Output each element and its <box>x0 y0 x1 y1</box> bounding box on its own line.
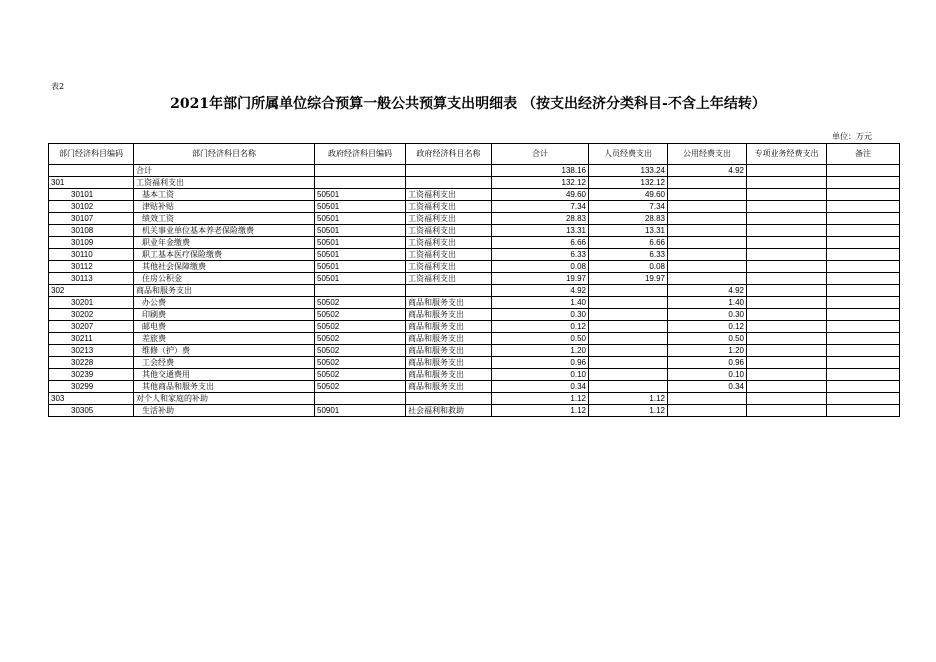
cell-personnel: 13.31 <box>589 225 668 237</box>
cell-remark <box>827 249 900 261</box>
cell-personnel: 133.24 <box>589 165 668 177</box>
cell-dept-name: 其他商品和服务支出 <box>134 381 315 393</box>
cell-remark <box>827 201 900 213</box>
cell-public: 0.30 <box>668 309 747 321</box>
cell-gov-name: 工资福利支出 <box>406 189 492 201</box>
cell-dept-name: 办公费 <box>134 297 315 309</box>
table-row <box>49 201 900 213</box>
cell-personnel: 19.97 <box>589 273 668 285</box>
cell-dept-code: 30202 <box>49 309 134 321</box>
cell-dept-code: 303 <box>49 393 134 405</box>
cell-dept-code: 30213 <box>49 345 134 357</box>
cell-total: 19.97 <box>492 273 589 285</box>
cell-special <box>747 249 827 261</box>
cell-remark <box>827 237 900 249</box>
cell-special <box>747 201 827 213</box>
cell-personnel: 7.34 <box>589 201 668 213</box>
table-row <box>49 237 900 249</box>
cell-gov-code <box>315 165 406 177</box>
cell-gov-name <box>406 177 492 189</box>
table-row <box>49 249 900 261</box>
cell-total: 49.60 <box>492 189 589 201</box>
cell-gov-name <box>406 393 492 405</box>
cell-dept-name: 维修（护）费 <box>134 345 315 357</box>
header-dept-code: 部门经济科目编码 <box>49 144 134 165</box>
cell-public <box>668 213 747 225</box>
cell-gov-code: 50502 <box>315 333 406 345</box>
cell-dept-name: 绩效工资 <box>134 213 315 225</box>
cell-dept-name: 住房公积金 <box>134 273 315 285</box>
cell-personnel <box>589 357 668 369</box>
cell-gov-name: 商品和服务支出 <box>406 369 492 381</box>
cell-personnel: 28.83 <box>589 213 668 225</box>
cell-dept-code: 30101 <box>49 189 134 201</box>
table-row <box>49 285 900 297</box>
cell-personnel <box>589 309 668 321</box>
cell-gov-code <box>315 177 406 189</box>
cell-remark <box>827 381 900 393</box>
cell-special <box>747 261 827 273</box>
table-row <box>49 381 900 393</box>
sheet-label: 表2 <box>51 82 65 91</box>
cell-special <box>747 273 827 285</box>
table-row <box>49 297 900 309</box>
cell-gov-name: 商品和服务支出 <box>406 345 492 357</box>
cell-special <box>747 285 827 297</box>
cell-personnel: 1.12 <box>589 405 668 417</box>
cell-gov-name: 工资福利支出 <box>406 237 492 249</box>
cell-dept-code: 30201 <box>49 297 134 309</box>
cell-public <box>668 201 747 213</box>
cell-remark <box>827 357 900 369</box>
cell-dept-name: 机关事业单位基本养老保险缴费 <box>134 225 315 237</box>
cell-total: 0.50 <box>492 333 589 345</box>
cell-gov-name <box>406 285 492 297</box>
cell-public: 0.50 <box>668 333 747 345</box>
cell-public <box>668 177 747 189</box>
cell-dept-code: 30228 <box>49 357 134 369</box>
cell-dept-name: 合计 <box>134 165 315 177</box>
table-row <box>49 273 900 285</box>
cell-total: 0.34 <box>492 381 589 393</box>
cell-dept-name: 商品和服务支出 <box>134 285 315 297</box>
cell-public: 4.92 <box>668 165 747 177</box>
cell-gov-code: 50502 <box>315 369 406 381</box>
cell-gov-name: 社会福利和救助 <box>406 405 492 417</box>
table-row <box>49 177 900 189</box>
cell-gov-name: 商品和服务支出 <box>406 357 492 369</box>
cell-public: 1.40 <box>668 297 747 309</box>
cell-public <box>668 393 747 405</box>
page-title: 2021年部门所属单位综合预算一般公共预算支出明细表 （按支出经济分类科目-不含上年结转） <box>170 96 766 112</box>
cell-special <box>747 333 827 345</box>
cell-gov-code: 50502 <box>315 321 406 333</box>
cell-public <box>668 273 747 285</box>
cell-public: 0.34 <box>668 381 747 393</box>
cell-total: 7.34 <box>492 201 589 213</box>
cell-remark <box>827 369 900 381</box>
header-dept-name: 部门经济科目名称 <box>134 144 315 165</box>
header-public: 公用经费支出 <box>668 144 747 165</box>
cell-gov-code: 50502 <box>315 309 406 321</box>
cell-dept-code: 302 <box>49 285 134 297</box>
cell-remark <box>827 285 900 297</box>
cell-personnel <box>589 285 668 297</box>
cell-dept-code: 30112 <box>49 261 134 273</box>
cell-gov-name: 商品和服务支出 <box>406 297 492 309</box>
cell-dept-name: 工资福利支出 <box>134 177 315 189</box>
cell-remark <box>827 189 900 201</box>
cell-public <box>668 249 747 261</box>
cell-personnel <box>589 345 668 357</box>
cell-dept-name: 其他社会保障缴费 <box>134 261 315 273</box>
cell-total: 138.16 <box>492 165 589 177</box>
cell-remark <box>827 309 900 321</box>
cell-remark <box>827 261 900 273</box>
header-remark: 备注 <box>827 144 900 165</box>
cell-dept-name: 其他交通费用 <box>134 369 315 381</box>
cell-remark <box>827 225 900 237</box>
header-gov-code: 政府经济科目编码 <box>315 144 406 165</box>
cell-special <box>747 381 827 393</box>
cell-gov-code: 50501 <box>315 213 406 225</box>
cell-special <box>747 345 827 357</box>
cell-public <box>668 261 747 273</box>
cell-dept-name: 职业年金缴费 <box>134 237 315 249</box>
cell-special <box>747 165 827 177</box>
table-body <box>49 165 900 417</box>
cell-remark <box>827 273 900 285</box>
header-special: 专项业务经费支出 <box>747 144 827 165</box>
cell-remark <box>827 297 900 309</box>
cell-public: 1.20 <box>668 345 747 357</box>
cell-public <box>668 237 747 249</box>
table-row <box>49 333 900 345</box>
cell-dept-name: 工会经费 <box>134 357 315 369</box>
table-row <box>49 345 900 357</box>
table-row <box>49 321 900 333</box>
cell-special <box>747 369 827 381</box>
cell-personnel <box>589 333 668 345</box>
cell-total: 1.40 <box>492 297 589 309</box>
cell-special <box>747 321 827 333</box>
cell-public: 0.12 <box>668 321 747 333</box>
cell-dept-code: 30110 <box>49 249 134 261</box>
cell-dept-code: 30211 <box>49 333 134 345</box>
cell-remark <box>827 405 900 417</box>
cell-dept-code: 30299 <box>49 381 134 393</box>
cell-gov-code: 50502 <box>315 357 406 369</box>
cell-public: 0.96 <box>668 357 747 369</box>
cell-dept-code <box>49 165 134 177</box>
cell-personnel <box>589 297 668 309</box>
cell-total: 6.33 <box>492 249 589 261</box>
cell-special <box>747 297 827 309</box>
cell-public <box>668 189 747 201</box>
header-total: 合计 <box>492 144 589 165</box>
cell-gov-code <box>315 285 406 297</box>
cell-special <box>747 213 827 225</box>
cell-gov-code: 50501 <box>315 261 406 273</box>
cell-dept-code: 30108 <box>49 225 134 237</box>
cell-personnel: 49.60 <box>589 189 668 201</box>
cell-total: 132.12 <box>492 177 589 189</box>
cell-personnel: 6.33 <box>589 249 668 261</box>
cell-public <box>668 405 747 417</box>
cell-personnel: 132.12 <box>589 177 668 189</box>
cell-dept-code: 30102 <box>49 201 134 213</box>
table-row <box>49 225 900 237</box>
cell-personnel <box>589 369 668 381</box>
table-row <box>49 393 900 405</box>
cell-gov-name: 工资福利支出 <box>406 201 492 213</box>
cell-total: 1.12 <box>492 393 589 405</box>
table-row <box>49 405 900 417</box>
cell-public: 4.92 <box>668 285 747 297</box>
cell-remark <box>827 321 900 333</box>
cell-remark <box>827 213 900 225</box>
table-row <box>49 357 900 369</box>
cell-special <box>747 393 827 405</box>
cell-total: 28.83 <box>492 213 589 225</box>
cell-total: 0.30 <box>492 309 589 321</box>
table-row <box>49 165 900 177</box>
cell-gov-name: 商品和服务支出 <box>406 333 492 345</box>
cell-gov-code: 50501 <box>315 249 406 261</box>
cell-gov-code: 50502 <box>315 345 406 357</box>
cell-dept-name: 对个人和家庭的补助 <box>134 393 315 405</box>
cell-dept-code: 30239 <box>49 369 134 381</box>
cell-personnel: 0.08 <box>589 261 668 273</box>
cell-total: 0.96 <box>492 357 589 369</box>
cell-dept-code: 301 <box>49 177 134 189</box>
header-gov-name: 政府经济科目名称 <box>406 144 492 165</box>
cell-gov-code: 50502 <box>315 297 406 309</box>
cell-dept-code: 30109 <box>49 237 134 249</box>
table-header <box>49 144 900 165</box>
header-row <box>49 144 900 165</box>
cell-gov-code: 50501 <box>315 201 406 213</box>
unit-label: 单位：万元 <box>832 132 872 141</box>
cell-total: 1.20 <box>492 345 589 357</box>
table-row <box>49 261 900 273</box>
cell-gov-name: 工资福利支出 <box>406 249 492 261</box>
cell-gov-name: 商品和服务支出 <box>406 309 492 321</box>
cell-remark <box>827 165 900 177</box>
cell-dept-name: 印刷费 <box>134 309 315 321</box>
table-row <box>49 213 900 225</box>
cell-total: 0.08 <box>492 261 589 273</box>
cell-dept-name: 职工基本医疗保险缴费 <box>134 249 315 261</box>
cell-dept-name: 邮电费 <box>134 321 315 333</box>
cell-remark <box>827 393 900 405</box>
cell-special <box>747 357 827 369</box>
cell-gov-code: 50501 <box>315 273 406 285</box>
cell-gov-name: 工资福利支出 <box>406 261 492 273</box>
cell-personnel <box>589 381 668 393</box>
cell-gov-code: 50901 <box>315 405 406 417</box>
cell-gov-name <box>406 165 492 177</box>
cell-gov-code: 50501 <box>315 189 406 201</box>
cell-gov-name: 工资福利支出 <box>406 225 492 237</box>
cell-remark <box>827 345 900 357</box>
header-personnel: 人员经费支出 <box>589 144 668 165</box>
cell-gov-code <box>315 393 406 405</box>
cell-personnel <box>589 321 668 333</box>
cell-gov-code: 50501 <box>315 225 406 237</box>
cell-gov-code: 50502 <box>315 381 406 393</box>
cell-dept-name: 生活补助 <box>134 405 315 417</box>
cell-gov-name: 商品和服务支出 <box>406 321 492 333</box>
cell-special <box>747 309 827 321</box>
cell-total: 0.12 <box>492 321 589 333</box>
table-row <box>49 309 900 321</box>
cell-remark <box>827 177 900 189</box>
cell-gov-name: 商品和服务支出 <box>406 381 492 393</box>
cell-personnel: 1.12 <box>589 393 668 405</box>
cell-personnel: 6.66 <box>589 237 668 249</box>
cell-gov-code: 50501 <box>315 237 406 249</box>
table-row <box>49 189 900 201</box>
cell-dept-name: 差旅费 <box>134 333 315 345</box>
cell-dept-name: 津贴补贴 <box>134 201 315 213</box>
cell-public <box>668 225 747 237</box>
cell-dept-code: 30305 <box>49 405 134 417</box>
cell-total: 0.10 <box>492 369 589 381</box>
cell-special <box>747 225 827 237</box>
cell-gov-name: 工资福利支出 <box>406 273 492 285</box>
cell-gov-name: 工资福利支出 <box>406 213 492 225</box>
cell-total: 13.31 <box>492 225 589 237</box>
cell-total: 1.12 <box>492 405 589 417</box>
cell-remark <box>827 333 900 345</box>
cell-dept-name: 基本工资 <box>134 189 315 201</box>
cell-dept-code: 30113 <box>49 273 134 285</box>
cell-public: 0.10 <box>668 369 747 381</box>
cell-dept-code: 30207 <box>49 321 134 333</box>
budget-table <box>48 143 900 417</box>
cell-total: 6.66 <box>492 237 589 249</box>
cell-special <box>747 177 827 189</box>
cell-special <box>747 189 827 201</box>
cell-special <box>747 237 827 249</box>
cell-special <box>747 405 827 417</box>
cell-total: 4.92 <box>492 285 589 297</box>
table-row <box>49 369 900 381</box>
cell-dept-code: 30107 <box>49 213 134 225</box>
